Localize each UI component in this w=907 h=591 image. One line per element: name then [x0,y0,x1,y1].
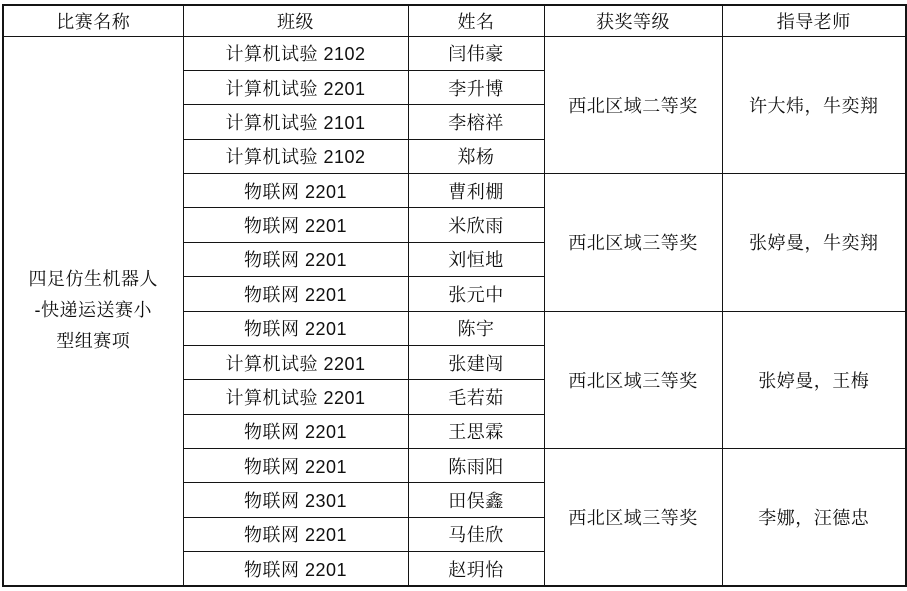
student-name-cell: 闫伟豪 [408,36,544,70]
table-header-row [3,5,906,36]
competition-name-line: 四足仿生机器人 [28,269,158,290]
class-cell: 计算机试验 2102 [183,139,408,173]
teacher-cell: 张婷曼，牛奕翔 [722,174,906,312]
award-level-cell: 西北区域三等奖 [544,174,722,312]
student-name-cell: 王思霖 [408,414,544,448]
student-name-cell: 郑杨 [408,139,544,173]
teacher-cell: 许大炜，牛奕翔 [722,36,906,174]
student-name-cell: 米欣雨 [408,208,544,242]
class-cell: 物联网 2201 [183,277,408,311]
class-cell: 物联网 2201 [183,174,408,208]
award-level-cell: 西北区域三等奖 [544,449,722,587]
class-cell: 计算机试验 2102 [183,36,408,70]
results-table [2,4,907,587]
class-cell: 计算机试验 2201 [183,345,408,379]
student-name-cell: 马佳欣 [408,517,544,551]
class-cell: 计算机试验 2201 [183,380,408,414]
table-row [3,36,906,70]
award-level-cell: 西北区域二等奖 [544,36,722,174]
class-cell: 物联网 2201 [183,552,408,586]
student-name-cell: 陈雨阳 [408,449,544,483]
header-teacher: 指导老师 [722,5,906,36]
student-name-cell: 李榕祥 [408,105,544,139]
class-cell: 物联网 2201 [183,311,408,345]
student-name-cell: 张建闯 [408,345,544,379]
table-body [3,36,906,586]
competition-name-line: -快递运送赛小 [34,300,152,321]
student-name-cell: 赵玥怡 [408,552,544,586]
award-level-cell: 西北区域三等奖 [544,311,722,449]
header-class: 班级 [183,5,408,36]
student-name-cell: 陈宇 [408,311,544,345]
class-cell: 物联网 2201 [183,414,408,448]
class-cell: 计算机试验 2201 [183,70,408,104]
header-competition-name: 比赛名称 [3,5,183,36]
student-name-cell: 张元中 [408,277,544,311]
header-student-name: 姓名 [408,5,544,36]
class-cell: 计算机试验 2101 [183,105,408,139]
teacher-cell: 张婷曼，王梅 [722,311,906,449]
student-name-cell: 李升博 [408,70,544,104]
competition-name-line: 型组赛项 [56,331,131,352]
class-cell: 物联网 2201 [183,517,408,551]
student-name-cell: 曹利棚 [408,174,544,208]
class-cell: 物联网 2301 [183,483,408,517]
class-cell: 物联网 2201 [183,242,408,276]
class-cell: 物联网 2201 [183,449,408,483]
student-name-cell: 刘恒地 [408,242,544,276]
student-name-cell: 田俣鑫 [408,483,544,517]
teacher-cell: 李娜，汪德忠 [722,449,906,587]
student-name-cell: 毛若茹 [408,380,544,414]
header-award-level: 获奖等级 [544,5,722,36]
class-cell: 物联网 2201 [183,208,408,242]
competition-name-cell [3,36,183,586]
